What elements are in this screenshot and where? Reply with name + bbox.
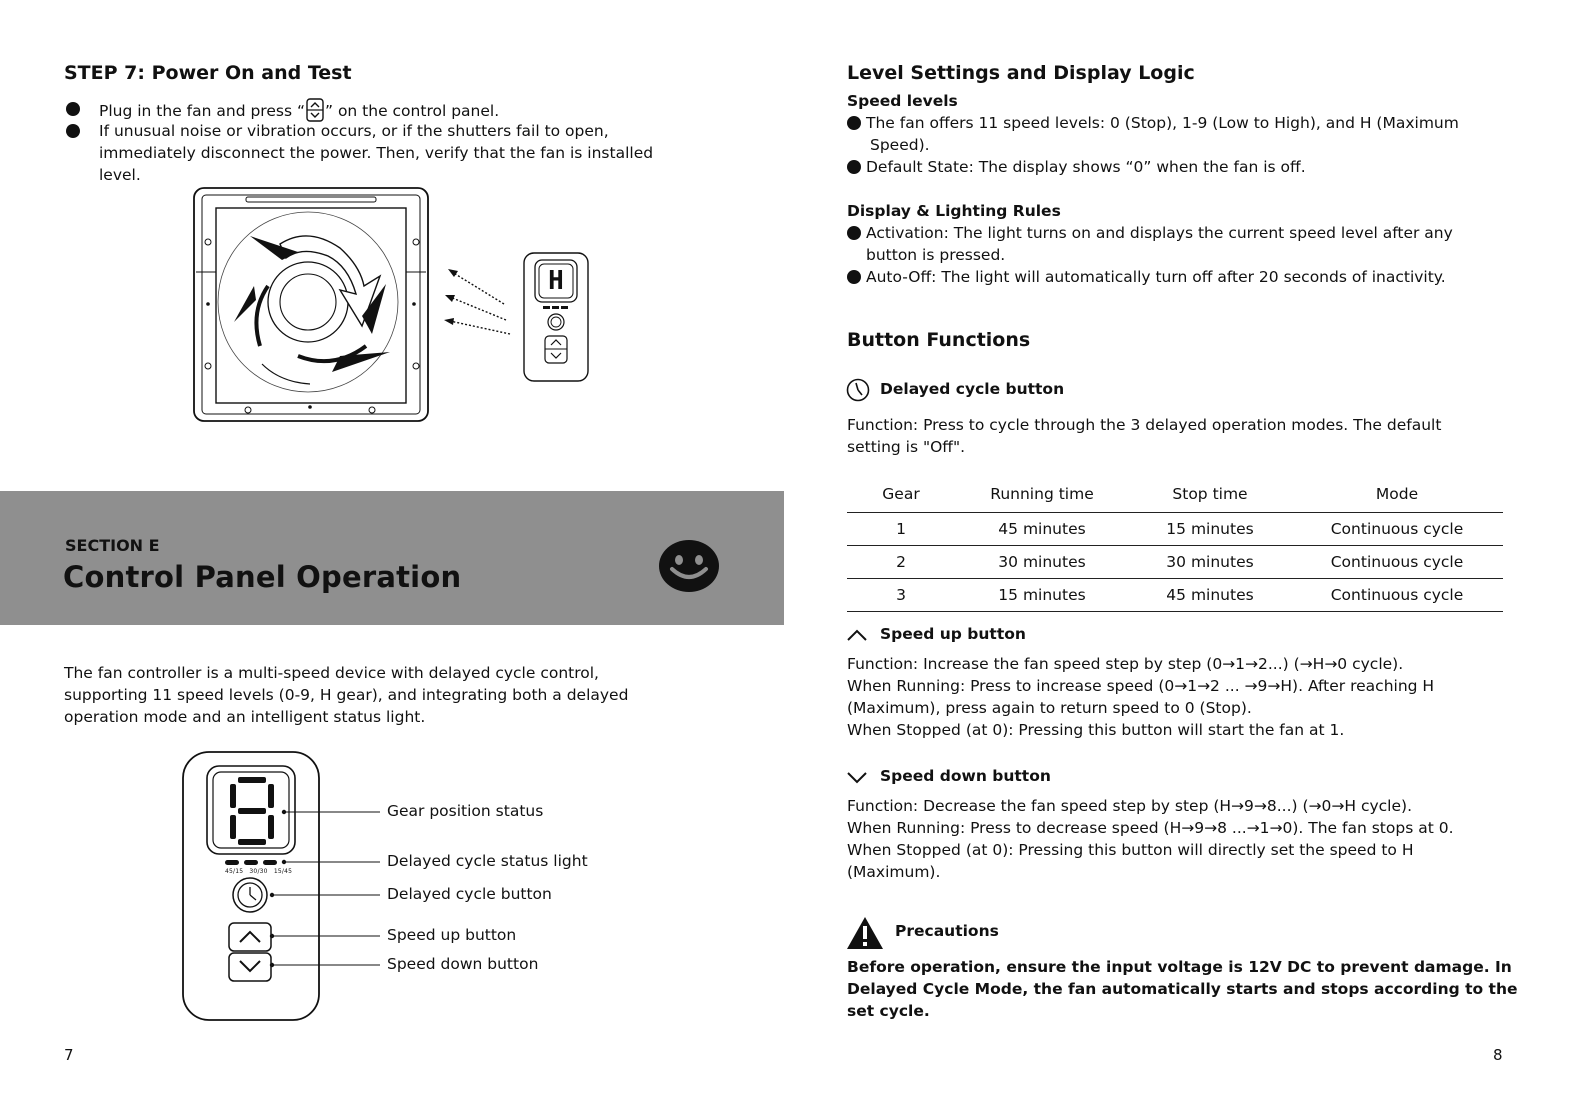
column-header: Gear	[847, 476, 955, 513]
table-cell: Continuous cycle	[1291, 579, 1503, 612]
speed-down-title: Speed down button	[880, 767, 1051, 785]
table-cell: Continuous cycle	[1291, 546, 1503, 579]
bullet-line: level.	[99, 166, 141, 184]
callout-speed-up: Speed up button	[387, 926, 517, 944]
column-header: Mode	[1291, 476, 1503, 513]
remote-small-display: H	[548, 266, 564, 296]
speed-down-line: When Running: Press to decrease speed (H→9→8 ...→1→0). The fan stops at 0.	[847, 819, 1454, 837]
indicator-labels	[225, 868, 292, 875]
intro-line: operation mode and an intelligent status light.	[64, 708, 426, 726]
speed-level-line: The fan offers 11 speed levels: 0 (Stop), 1-9 (Low to High), and H (Maximum	[866, 114, 1459, 132]
level-settings-title: Level Settings and Display Logic	[847, 62, 1195, 84]
callout-speed-down: Speed down button	[387, 955, 539, 973]
display-rule-item	[847, 222, 1537, 266]
display-rule-line: Activation: The light turns on and displays the current speed level after any	[866, 224, 1453, 242]
display-rules-heading: Display & Lighting Rules	[847, 202, 1061, 220]
column-header: Stop time	[1129, 476, 1291, 513]
table-cell: 2	[847, 546, 955, 579]
table-cell: 45 minutes	[955, 513, 1129, 546]
bullet-line: If unusual noise or vibration occurs, or if the shutters fail to open,	[99, 122, 609, 140]
delayed-cycle-description	[847, 414, 1441, 458]
speed-up-line: When Running: Press to increase speed (0→1→2 ... →9→H). After reaching H	[847, 677, 1435, 695]
speed-down-description	[847, 795, 1454, 883]
table-cell: 30 minutes	[1129, 546, 1291, 579]
section-label: SECTION E	[65, 536, 160, 555]
bullet-line: immediately disconnect the power. Then, verify that the fan is installed	[99, 144, 654, 162]
bullet-text-end: ” on the control panel.	[324, 102, 500, 120]
speed-level-line: Default State: The display shows “0” when the fan is off.	[866, 158, 1306, 176]
table-row	[847, 579, 1503, 612]
callout-delayed-status-light: Delayed cycle status light	[387, 852, 588, 870]
smiley-icon	[658, 539, 720, 593]
page-number-left: 7	[64, 1046, 74, 1064]
bullet-noise-warning	[66, 120, 653, 186]
speed-levels-heading: Speed levels	[847, 92, 958, 110]
display-rule-item	[847, 266, 1537, 288]
step-title: STEP 7: Power On and Test	[64, 62, 352, 84]
callout-delayed-button: Delayed cycle button	[387, 885, 552, 903]
table-row	[847, 513, 1503, 546]
bullet-text	[99, 98, 499, 122]
display-rule-line: button is pressed.	[866, 246, 1006, 264]
warning-icon	[846, 916, 884, 950]
clock-icon	[846, 378, 870, 402]
intro-paragraph	[64, 662, 628, 728]
bullet-text-start: Plug in the fan and press “	[99, 102, 305, 120]
bullet-power-on	[66, 98, 499, 122]
table-header-row	[847, 476, 1503, 513]
speed-up-title: Speed up button	[880, 625, 1026, 643]
precautions-text	[847, 956, 1518, 1022]
precautions-line: set cycle.	[847, 1002, 930, 1020]
speed-down-line: When Stopped (at 0): Pressing this button will directly set the speed to H	[847, 841, 1414, 859]
bullet-dot	[66, 124, 80, 138]
section-title: Control Panel Operation	[63, 560, 462, 594]
intro-line: The fan controller is a multi-speed device with delayed cycle control,	[64, 664, 599, 682]
remote-small	[523, 252, 589, 382]
precautions-line: Before operation, ensure the input voltage is 12V DC to prevent damage. In	[847, 958, 1512, 976]
table-cell: 45 minutes	[1129, 579, 1291, 612]
display-rules-list	[847, 222, 1537, 288]
display-rule-line: Auto-Off: The light will automatically turn off after 20 seconds of inactivity.	[866, 268, 1446, 286]
callout-gear-position: Gear position status	[387, 802, 544, 820]
delayed-line: setting is "Off".	[847, 438, 966, 456]
delayed-cycle-title: Delayed cycle button	[880, 380, 1065, 398]
table-cell: Continuous cycle	[1291, 513, 1503, 546]
speed-level-item	[847, 112, 1537, 156]
speed-level-item	[847, 156, 1537, 178]
speed-up-line: When Stopped (at 0): Pressing this button will start the fan at 1.	[847, 721, 1345, 739]
button-functions-title: Button Functions	[847, 329, 1031, 351]
speed-down-line: Function: Decrease the fan speed step by step (H→9→8...) (→0→H cycle).	[847, 797, 1413, 815]
delayed-line: Function: Press to cycle through the 3 delayed operation modes. The default	[847, 416, 1442, 434]
table-cell: 1	[847, 513, 955, 546]
speed-down-line: (Maximum).	[847, 863, 941, 881]
indicator-label: 45/15	[225, 868, 244, 875]
speed-up-line: (Maximum), press again to return speed to 0 (Stop).	[847, 699, 1252, 717]
column-header: Running time	[955, 476, 1129, 513]
precautions-title: Precautions	[895, 922, 999, 940]
chevron-up-icon	[846, 628, 868, 642]
table-cell: 3	[847, 579, 955, 612]
speed-up-line: Function: Increase the fan speed step by step (0→1→2...) (→H→0 cycle).	[847, 655, 1404, 673]
indicator-label: 15/45	[273, 868, 293, 875]
speed-level-line: Speed).	[870, 136, 930, 154]
table-row	[847, 546, 1503, 579]
precautions-line: Delayed Cycle Mode, the fan automatically starts and stops according to the	[847, 980, 1518, 998]
table-cell: 30 minutes	[955, 546, 1129, 579]
signal-arrows	[442, 264, 516, 344]
page-number-right: 8	[1493, 1046, 1503, 1064]
bullet-dot	[66, 102, 80, 116]
delayed-cycle-table	[847, 476, 1503, 612]
table-cell: 15 minutes	[1129, 513, 1291, 546]
intro-line: supporting 11 speed levels (0-9, H gear), and integrating both a delayed	[64, 686, 629, 704]
speed-up-description	[847, 653, 1434, 741]
speed-levels-list	[847, 112, 1537, 178]
table-cell: 15 minutes	[955, 579, 1129, 612]
chevron-down-icon	[846, 771, 868, 785]
indicator-label: 30/30	[249, 868, 268, 875]
fan-illustration	[190, 186, 440, 426]
updown-button-icon	[305, 98, 325, 122]
